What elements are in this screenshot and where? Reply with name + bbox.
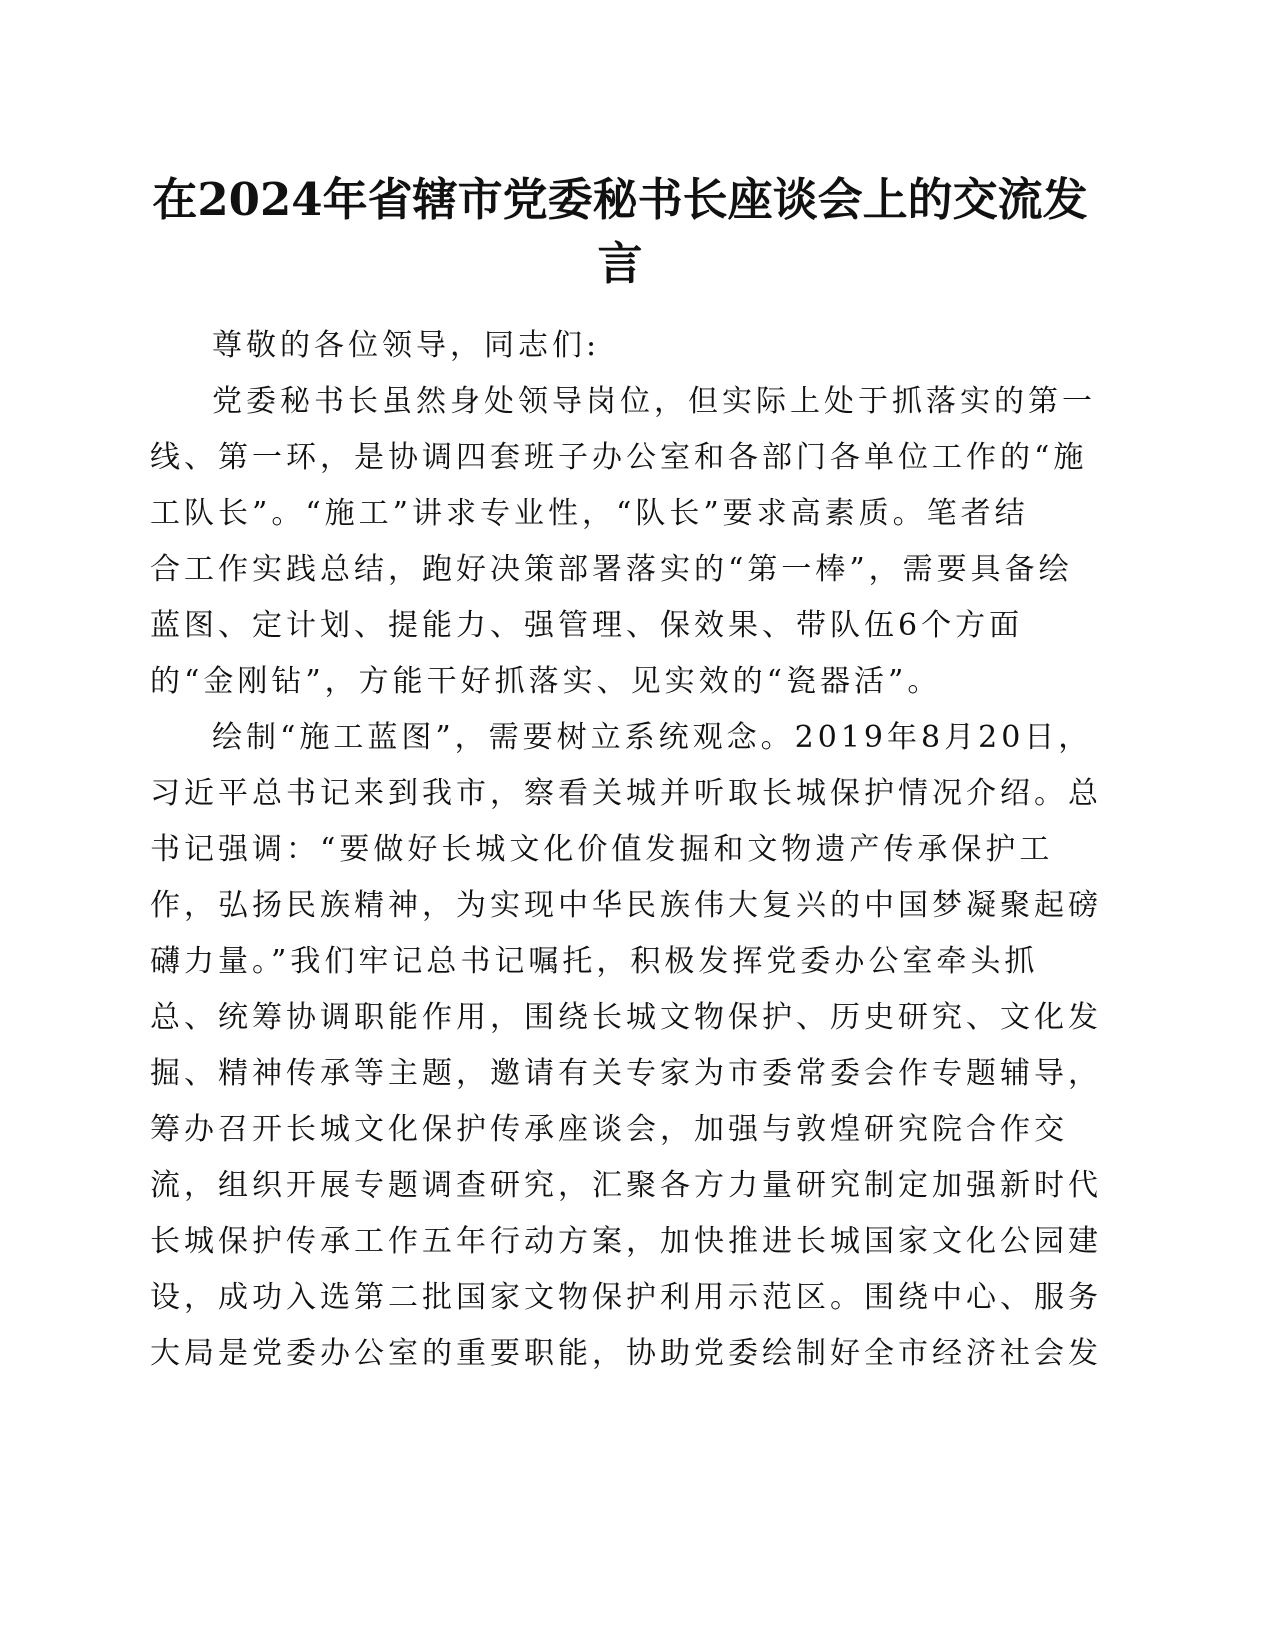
paragraph-2-line: 大局是党委办公室的重要职能，协助党委绘制好全市经济社会发 xyxy=(150,1336,1102,1371)
paragraph-2-line: 流，组织开展专题调查研究，汇聚各方力量研究制定加强新时代 xyxy=(150,1168,1102,1203)
paragraph-2-line: 总、统筹协调职能作用，围绕长城文物保护、历史研究、文化发 xyxy=(150,1000,1102,1035)
paragraph-1-line: 的“金刚钻”，方能干好抓落实、见实效的“瓷器活”。 xyxy=(150,664,942,699)
paragraph-1-line: 线、第一环，是协调四套班子办公室和各部门各单位工作的“施 xyxy=(150,440,1088,475)
paragraph-1-line: 工队长”。“施工”讲求专业性，“队长”要求高素质。笔者结 xyxy=(150,496,1029,531)
paragraph-2-line: 书记强调：“要做好长城文化价值发掘和文物遗产传承保护工 xyxy=(150,832,1054,867)
paragraph-2-line: 礴力量。”我们牢记总书记嘱托，积极发挥党委办公室牵头抓 xyxy=(150,944,1039,979)
paragraph-2-line: 作，弘扬民族精神，为实现中华民族伟大复兴的中国梦凝聚起磅 xyxy=(150,888,1102,923)
document-body xyxy=(150,318,1102,1382)
paragraph-2-line: 设，成功入选第二批国家文物保护利用示范区。围绕中心、服务 xyxy=(150,1280,1102,1315)
title-line-2: 言 xyxy=(597,237,643,290)
paragraph-1 xyxy=(150,374,1096,710)
paragraph-2-line: 掘、精神传承等主题，邀请有关专家为市委常委会作专题辅导， xyxy=(150,1056,1102,1091)
paragraph-1-line: 合工作实践总结，跑好决策部署落实的“第一棒”，需要具备绘 xyxy=(150,552,1073,587)
paragraph-1-line: 党委秘书长虽然身处领导岗位，但实际上处于抓落实的第一 xyxy=(212,384,1096,419)
paragraph-2-line: 筹办召开长城文化保护传承座谈会，加强与敦煌研究院合作交 xyxy=(150,1112,1068,1147)
paragraph-2-line: 习近平总书记来到我市，察看关城并听取长城保护情况介绍。总 xyxy=(150,776,1102,811)
title-line-1: 在2024年省辖市党委秘书长座谈会上的交流发 xyxy=(152,173,1088,226)
paragraph-2 xyxy=(150,710,1102,1382)
salutation: 尊敬的各位领导，同志们: xyxy=(212,328,601,363)
document-title xyxy=(150,168,1090,296)
paragraph-1-line: 蓝图、定计划、提能力、强管理、保效果、带队伍6个方面 xyxy=(150,608,1024,643)
paragraph-2-line: 绘制“施工蓝图”，需要树立系统观念。2019年8月20日， xyxy=(212,720,1093,755)
paragraph-2-line: 长城保护传承工作五年行动方案，加快推进长城国家文化公园建 xyxy=(150,1224,1102,1259)
